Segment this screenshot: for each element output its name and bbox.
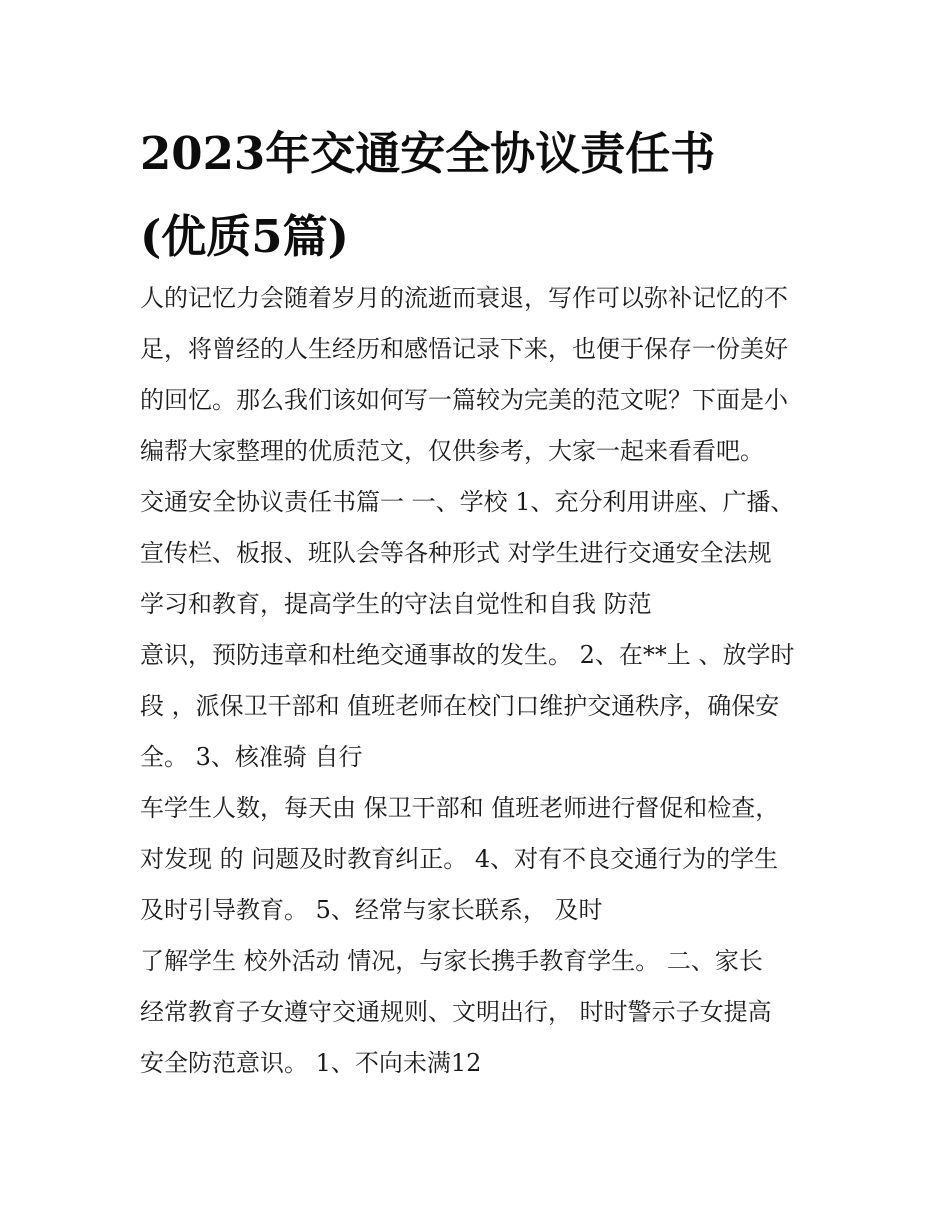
body-line: 学习和教育，提高学生的守法自觉性和自我 防范 [140, 590, 652, 618]
document-body [140, 273, 840, 1089]
body-line: 段 ，派保卫干部和 值班老师在校门口维护交通秩序，确保安 [140, 692, 780, 720]
body-line: 人的记忆力会随着岁月的流逝而衰退，写作可以弥补记忆的不 [140, 284, 788, 312]
body-line: 车学生人数，每天由 保卫干部和 值班老师进行督促和检查， [140, 794, 780, 822]
document-title [140, 112, 860, 278]
title-line-2: (优质5篇) [140, 210, 349, 263]
body-line: 足，将曾经的人生经历和感悟记录下来，也便于保存一份美好 [140, 335, 788, 363]
body-line: 经常教育子女遵守交通规则、文明出行， 时时警示子女提高 [140, 998, 772, 1026]
body-line: 宣传栏、板报、班队会等各种形式 对学生进行交通安全法规 [140, 539, 772, 567]
body-line: 的回忆。那么我们该如何写一篇较为完美的范文呢？下面是小 [140, 386, 788, 414]
body-line: 及时引导教育。 5、经常与家长联系， 及时 [140, 896, 603, 924]
body-line: 全。 3、核准骑 自行 [140, 743, 363, 771]
body-line: 安全防范意识。 1、不向未满12 [140, 1049, 482, 1077]
body-line: 交通安全协议责任书篇一 一、学校 1、充分利用讲座、广播、 [140, 488, 795, 516]
title-line-1: 2023年交通安全协议责任书 [140, 127, 716, 180]
body-line: 意识，预防违章和杜绝交通事故的发生。 2、在**上 、放学时 [140, 641, 795, 669]
body-line: 了解学生 校外活动 情况，与家长携手教育学生。 二、家长 [140, 947, 763, 975]
body-line: 编帮大家整理的优质范文，仅供参考，大家一起来看看吧。 [140, 437, 764, 465]
body-line: 对发现 的 问题及时教育纠正。 4、对有不良交通行为的学生 [140, 845, 779, 873]
